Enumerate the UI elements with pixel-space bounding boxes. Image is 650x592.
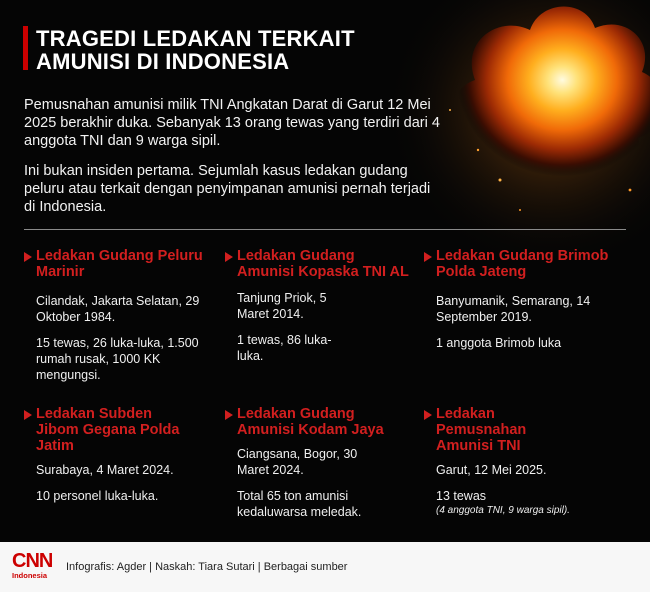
red-triangle-bullet-icon	[225, 410, 233, 420]
page-title	[36, 27, 396, 73]
incident-card-3	[424, 248, 624, 351]
incident-heading: Ledakan Gudang Peluru Marinir	[36, 248, 203, 280]
incident-card-5	[225, 406, 410, 520]
red-triangle-bullet-icon	[24, 252, 32, 262]
incident-heading: Ledakan Gudang Amunisi Kopaska TNI AL	[237, 248, 409, 280]
cnn-indonesia-logo	[12, 551, 56, 583]
credit-line: Infografis: Agder | Naskah: Tiara Sutari | Berbagai sumber	[66, 561, 348, 573]
red-triangle-bullet-icon	[24, 410, 32, 420]
logo-sub: Indonesia	[12, 571, 48, 580]
page-title-line-2: AMUNISI DI INDONESIA	[36, 49, 290, 74]
incident-impact: 15 tewas, 26 luka-luka, 1.500 rumah rusak, 1000 KK mengungsi.	[36, 336, 199, 382]
incident-location: Ciangsana, Bogor, 30 Maret 2024.	[237, 447, 358, 477]
incident-card-6	[424, 406, 624, 517]
intro-text	[24, 96, 444, 228]
incident-impact: 1 anggota Brimob luka	[436, 336, 562, 350]
incident-card-4	[24, 406, 209, 504]
incident-heading: Ledakan Pemusnahan Amunisi TNI	[436, 406, 527, 454]
incident-location: Banyumanik, Semarang, 14 September 2019.	[436, 294, 591, 324]
incident-heading: Ledakan Gudang Brimob Polda Jateng	[436, 248, 609, 280]
intro-paragraph-2: Ini bukan insiden pertama. Sejumlah kasus ledakan gudang peluru atau terkait dengan penyimpanan amunisi pernah terjadi di Indonesia.	[24, 163, 431, 215]
page-title-line-1: TRAGEDI LEDAKAN TERKAIT	[36, 26, 355, 51]
red-triangle-bullet-icon	[424, 252, 432, 262]
footer	[0, 542, 650, 592]
incident-note: (4 anggota TNI, 9 warga sipil).	[436, 505, 570, 516]
incident-location: Garut, 12 Mei 2025.	[436, 463, 547, 477]
section-divider	[24, 229, 626, 230]
title-accent-bar	[23, 26, 28, 70]
incident-heading: Ledakan Subden Jibom Gegana Polda Jatim	[36, 406, 180, 454]
incident-card-2	[225, 248, 410, 364]
incident-location: Tanjung Priok, 5 Maret 2014.	[237, 291, 327, 321]
logo-main: CNN	[12, 550, 53, 572]
incident-impact: 10 personel luka-luka.	[36, 489, 159, 503]
incident-heading: Ledakan Gudang Amunisi Kodam Jaya	[237, 406, 384, 438]
red-triangle-bullet-icon	[225, 252, 233, 262]
incident-location: Surabaya, 4 Maret 2024.	[36, 463, 174, 477]
intro-paragraph-1: Pemusnahan amunisi milik TNI Angkatan Darat di Garut 12 Mei 2025 berakhir duka. Sebanyak 13 orang tewas yang terdiri dari 4 anggota TNI dan 9 warga sipil.	[24, 97, 440, 149]
incident-impact: Total 65 ton amunisi kedaluwarsa meledak.	[237, 489, 362, 519]
incident-impact: 1 tewas, 86 luka-luka.	[237, 333, 332, 363]
red-triangle-bullet-icon	[424, 410, 432, 420]
incident-card-1	[24, 248, 209, 383]
incident-location: Cilandak, Jakarta Selatan, 29 Oktober 1984.	[36, 294, 200, 324]
incident-impact: 13 tewas	[436, 489, 487, 503]
